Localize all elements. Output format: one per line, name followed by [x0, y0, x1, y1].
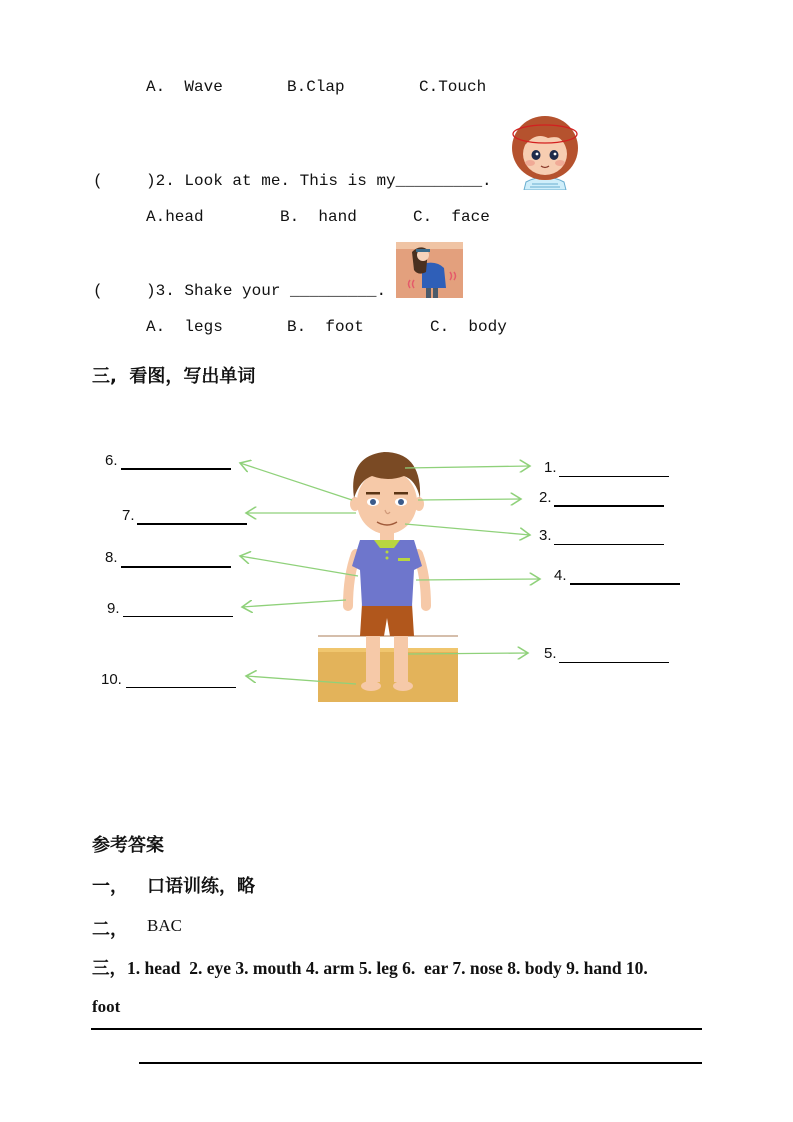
q3-paren: ( — [93, 282, 103, 300]
blank-label-5: 5. — [544, 645, 557, 662]
blank-label-3: 3. — [539, 527, 552, 544]
answers-title: 参考答案 — [92, 835, 164, 856]
answer-part1-text: 口语训练，略 — [147, 876, 255, 897]
answer-part2-num: 二， — [92, 919, 128, 940]
blank-label-10: 10. — [101, 671, 122, 688]
q1-option-b: B.Clap — [287, 78, 345, 96]
q2-option-c: C. face — [413, 208, 490, 226]
q2-option-b: B. hand — [280, 208, 357, 226]
blank-label-9: 9. — [107, 600, 120, 617]
q1-option-a: A. Wave — [146, 78, 223, 96]
answer-part1-num: 一， — [92, 876, 128, 897]
q1-option-c: C.Touch — [419, 78, 487, 96]
q2-stem: )2. Look at me. This is my_________. — [146, 172, 492, 190]
blank-label-4: 4. — [554, 567, 567, 584]
blank-7[interactable] — [137, 523, 247, 525]
blank-10[interactable] — [126, 687, 236, 688]
q3-option-c: C. body — [430, 318, 507, 336]
blank-label-7: 7. — [122, 507, 135, 524]
blank-6[interactable] — [121, 468, 231, 470]
answer-part2-text: BAC — [147, 916, 182, 935]
blank-3[interactable] — [554, 544, 664, 545]
blank-label-6: 6. — [105, 452, 118, 469]
q3-option-b: B. foot — [287, 318, 364, 336]
blank-1[interactable] — [559, 476, 669, 477]
q3-stem: )3. Shake your _________. — [146, 282, 387, 300]
blank-label-2: 2. — [539, 489, 552, 506]
blank-5[interactable] — [559, 662, 669, 663]
blank-9[interactable] — [123, 616, 233, 617]
answer-part3-line2: foot — [92, 997, 121, 1016]
blank-8[interactable] — [121, 566, 231, 568]
rule-line-1 — [91, 1028, 702, 1030]
q2-option-a: A.head — [146, 208, 204, 226]
section-3-title: 三, 看图，写出单词 — [92, 366, 256, 387]
answer-part3-line1: 三，1. head 2. eye 3. mouth 4. arm 5. leg 6. ear 7. nose 8. body 9. hand 10. — [92, 958, 648, 978]
blank-2[interactable] — [554, 505, 664, 507]
q3-option-a: A. legs — [146, 318, 223, 336]
blank-label-1: 1. — [544, 459, 557, 476]
blank-4[interactable] — [570, 583, 680, 585]
q2-paren: ( — [93, 172, 103, 190]
rule-line-2 — [139, 1062, 702, 1064]
blank-label-8: 8. — [105, 549, 118, 566]
